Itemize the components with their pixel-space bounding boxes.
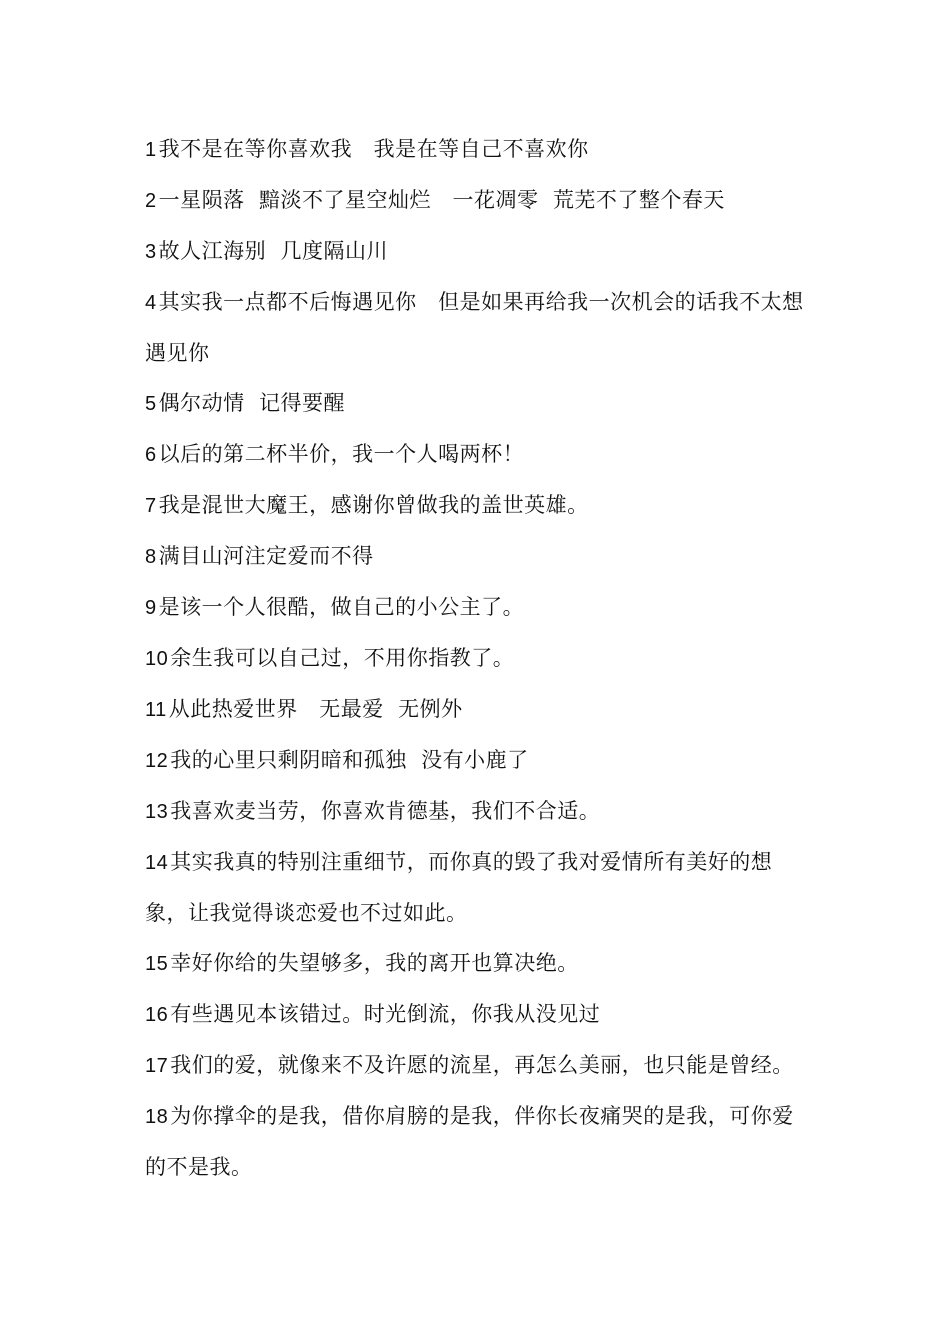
item-number: 17 [145,1055,169,1077]
item-number: 1 [145,139,157,161]
item-text: 我不是在等你喜欢我 我是在等自己不喜欢你 [158,137,589,161]
list-item [145,124,815,175]
list-item [145,378,815,429]
item-number: 6 [145,444,157,466]
item-number: 16 [145,1004,169,1026]
item-text: 满目山河注定爱而不得 [158,544,374,568]
list-item [145,938,815,989]
list-item [145,582,815,633]
item-text: 以后的第二杯半价，我一个人喝两杯！ [158,442,525,466]
item-number: 11 [145,699,167,721]
document-body [145,124,815,1192]
list-item [145,480,815,531]
item-number: 3 [145,241,157,263]
list-item [145,633,815,684]
item-number: 12 [145,750,169,772]
item-text: 余生我可以自己过，不用你指教了。 [170,646,515,670]
item-number: 10 [145,648,169,670]
list-item [145,531,815,582]
item-text: 我是混世大魔王，感谢你曾做我的盖世英雄。 [158,493,589,517]
item-text: 我们的爱，就像来不及许愿的流星，再怎么美丽，也只能是曾经。 [170,1053,794,1077]
item-number: 15 [145,953,169,975]
item-text: 幸好你给的失望够多，我的离开也算决绝。 [170,951,579,975]
item-text: 我的心里只剩阴暗和孤独 没有小鹿了 [170,748,529,772]
item-number: 9 [145,597,157,619]
list-item [145,786,815,837]
item-text: 故人江海别 几度隔山川 [158,239,388,263]
item-text: 其实我一点都不后悔遇见你 但是如果再给我一次机会的话我不太想遇见你 [145,290,804,365]
item-text: 我喜欢麦当劳，你喜欢肯德基，我们不合适。 [170,799,601,823]
list-item [145,684,815,735]
item-number: 13 [145,801,169,823]
item-number: 4 [145,292,157,314]
item-number: 7 [145,495,157,517]
item-text: 有些遇见本该错过。时光倒流，你我从没见过 [170,1002,601,1026]
item-number: 5 [145,393,157,415]
item-text: 是该一个人很酷，做自己的小公主了。 [158,595,525,619]
item-text: 其实我真的特别注重细节，而你真的毁了我对爱情所有美好的想象，让我觉得谈恋爱也不过如此。 [145,850,773,925]
item-number: 8 [145,546,157,568]
item-text: 一星陨落 黯淡不了星空灿烂 一花凋零 荒芜不了整个春天 [158,188,725,212]
item-number: 18 [145,1106,169,1128]
list-item [145,1040,815,1091]
list-item [145,226,815,277]
item-number: 14 [145,852,169,874]
list-item [145,429,815,480]
list-item [145,175,815,226]
list-item [145,837,815,938]
item-text: 为你撑伞的是我，借你肩膀的是我，伴你长夜痛哭的是我，可你爱的不是我。 [145,1104,794,1179]
item-text: 偶尔动情 记得要醒 [158,391,345,415]
list-item [145,1091,815,1192]
item-number: 2 [145,190,157,212]
list-item [145,735,815,786]
list-item [145,277,815,378]
list-item [145,989,815,1040]
item-text: 从此热爱世界 无最爱 无例外 [168,697,463,721]
